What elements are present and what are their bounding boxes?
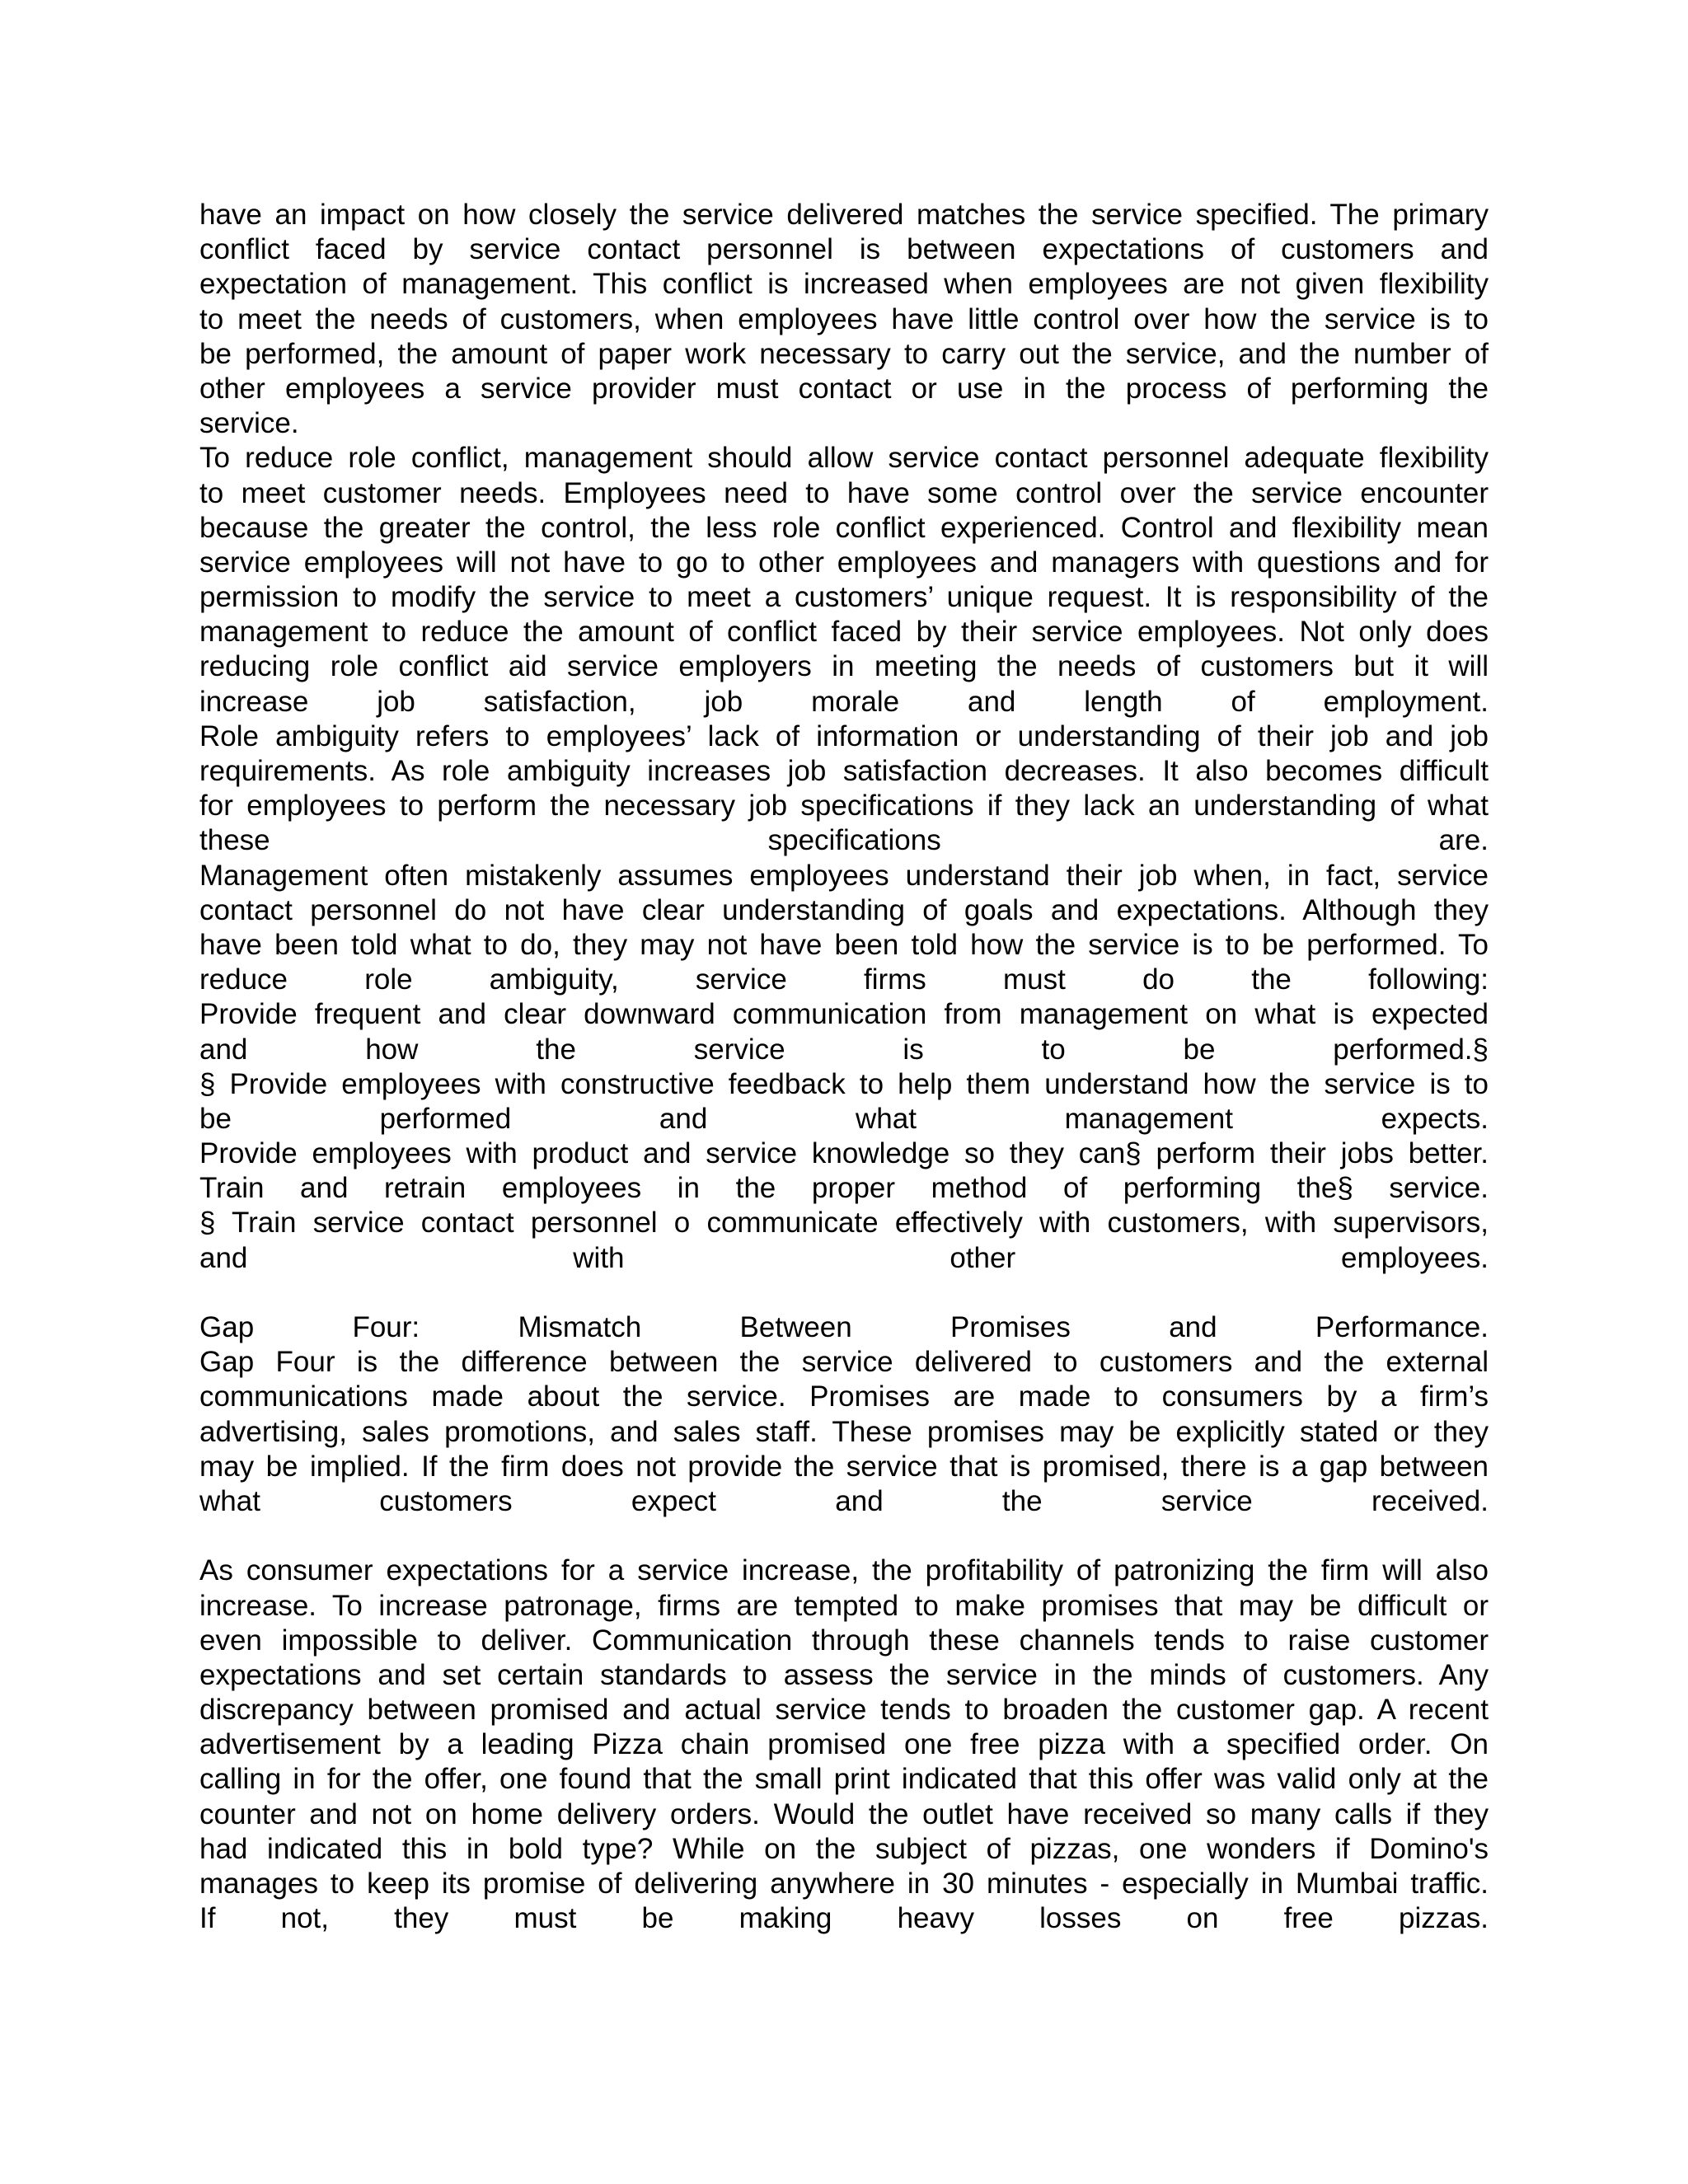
text-line: Gap Four: Mismatch Between Promises and Performance. (199, 1311, 1489, 1343)
text-line: Provide employees with product and service knowledge so they can§ perform their jobs better. (199, 1137, 1489, 1170)
text-line: advertisement by a leading Pizza chain promised one free pizza with a specified order. On (199, 1728, 1489, 1761)
text-line: discrepancy between promised and actual service tends to broaden the customer gap. A recent (199, 1694, 1489, 1727)
text-line: expectation of management. This conflict is increased when employees are not given flexibility (199, 268, 1489, 301)
text-line: Gap Four is the difference between the service delivered to customers and the external (199, 1346, 1489, 1379)
text-line: to meet the needs of customers, when employees have little control over how the service is to (199, 302, 1489, 335)
text-line: calling in for the offer, one found that the small print indicated that this offer was valid only at the (199, 1763, 1489, 1796)
text-line: expectations and set certain standards to assess the service in the minds of customers. Any (199, 1658, 1489, 1691)
text-line: and how the service is to be performed.§ (199, 1033, 1489, 1066)
text-line: be performed and what management expects. (199, 1102, 1489, 1135)
text-line: may be implied. If the firm does not provide the service that is promised, there is a gap between (199, 1450, 1489, 1483)
text-line: To reduce role conflict, management should allow service contact personnel adequate flexibility (199, 442, 1489, 475)
text-line: reduce role ambiguity, service firms must do the following: (199, 963, 1489, 996)
text-line: permission to modify the service to meet a customers’ unique request. It is responsibility of the (199, 581, 1489, 614)
text-line: had indicated this in bold type? While on the subject of pizzas, one wonders if Domino's (199, 1832, 1489, 1865)
text-line: and with other employees. (199, 1241, 1489, 1274)
document-page (199, 198, 1489, 1936)
text-line: to meet customer needs. Employees need to have some control over the service encounter (199, 476, 1489, 509)
text-line: what customers expect and the service received. (199, 1484, 1489, 1517)
text-line: Train and retrain employees in the proper method of performing the§ service. (199, 1172, 1489, 1205)
blank-line (199, 1519, 1489, 1554)
text-line: § Train service contact personnel o communicate effectively with customers, with supervisors, (199, 1207, 1489, 1240)
text-line: service employees will not have to go to other employees and managers with questions and for (199, 546, 1489, 579)
text-line: advertising, sales promotions, and sales staff. These promises may be explicitly stated or they (199, 1415, 1489, 1448)
text-line: manages to keep its promise of delivering anywhere in 30 minutes - especially in Mumbai traffic. (199, 1868, 1489, 1900)
text-line: counter and not on home delivery orders. Would the outlet have received so many calls if they (199, 1797, 1489, 1830)
text-line: increase. To increase patronage, firms are tempted to make promises that may be difficult or (199, 1589, 1489, 1622)
text-line: be performed, the amount of paper work necessary to carry out the service, and the number of (199, 337, 1489, 370)
text-line: even impossible to deliver. Communication through these channels tends to raise customer (199, 1624, 1489, 1657)
text-line: If not, they must be making heavy losses on free pizzas. (199, 1902, 1489, 1935)
text-line: reducing role conflict aid service employers in meeting the needs of customers but it will (199, 650, 1489, 683)
text-line: these specifications are. (199, 824, 1489, 857)
text-line: § Provide employees with constructive feedback to help them understand how the service is to (199, 1067, 1489, 1100)
text-line: management to reduce the amount of conflict faced by their service employees. Not only does (199, 616, 1489, 649)
text-line: service. (199, 407, 299, 440)
text-line: requirements. As role ambiguity increases job satisfaction decreases. It also becomes difficult (199, 755, 1489, 787)
text-line: for employees to perform the necessary job specifications if they lack an understanding of what (199, 790, 1489, 823)
text-line: As consumer expectations for a service increase, the profitability of patronizing the firm will also (199, 1554, 1489, 1587)
text-line: communications made about the service. Promises are made to consumers by a firm’s (199, 1380, 1489, 1413)
text-line: Management often mistakenly assumes employees understand their job when, in fact, service (199, 859, 1489, 892)
text-line: Role ambiguity refers to employees’ lack of information or understanding of their job and job (199, 719, 1489, 752)
text-line: increase job satisfaction, job morale and length of employment. (199, 685, 1489, 718)
text-line: have been told what to do, they may not have been told how the service is to be performed. To (199, 928, 1489, 961)
text-line: other employees a service provider must contact or use in the process of performing the (199, 372, 1489, 405)
text-line: conflict faced by service contact personnel is between expectations of customers and (199, 233, 1489, 266)
text-line: Provide frequent and clear downward communication from management on what is expected (199, 998, 1489, 1031)
text-line: because the greater the control, the less role conflict experienced. Control and flexibility mean (199, 511, 1489, 544)
blank-line (199, 1276, 1489, 1310)
text-line: contact personnel do not have clear understanding of goals and expectations. Although they (199, 893, 1489, 926)
text-line: have an impact on how closely the service delivered matches the service specified. The primary (199, 199, 1489, 231)
